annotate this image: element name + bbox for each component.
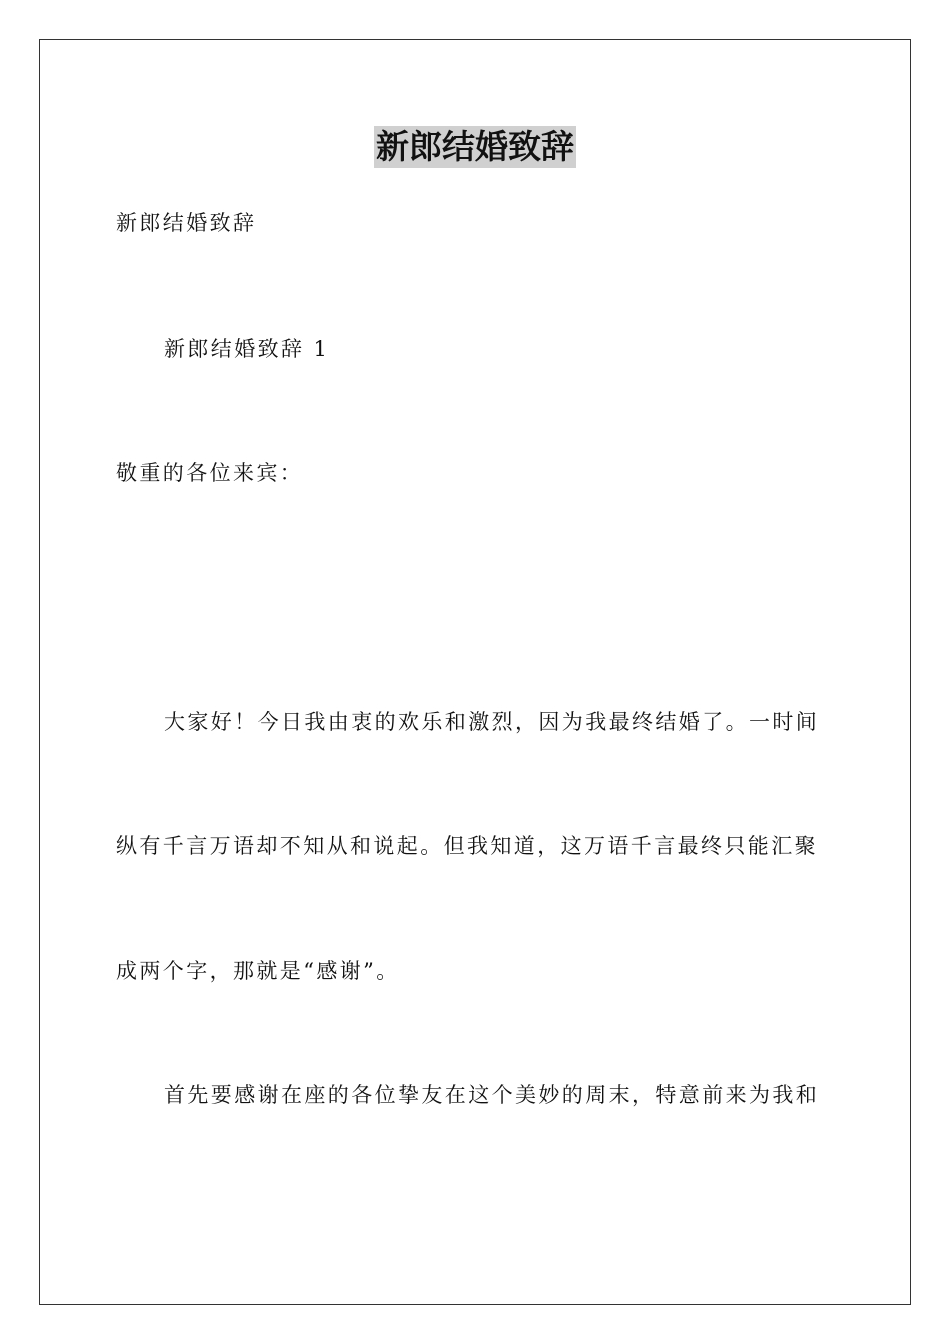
paragraph-line: 大家好！今日我由衷的欢乐和激烈，因为我最终结婚了。一时间 bbox=[164, 710, 820, 734]
document-title: 新郎结婚致辞 bbox=[376, 127, 574, 166]
paragraph-line: 首先要感谢在座的各位挚友在这个美妙的周末，特意前来为我和 bbox=[164, 1083, 820, 1107]
paragraph-line: 成两个字，那就是“感谢”。 bbox=[116, 959, 400, 983]
paragraph-line: 纵有千言万语却不知从和说起。但我知道，这万语千言最终只能汇聚 bbox=[116, 834, 818, 858]
title-container bbox=[0, 126, 950, 168]
salutation-line: 敬重的各位来宾： bbox=[116, 461, 304, 485]
subtitle-line: 新郎结婚致辞 bbox=[116, 211, 257, 235]
section-heading: 新郎结婚致辞 1 bbox=[164, 337, 330, 361]
